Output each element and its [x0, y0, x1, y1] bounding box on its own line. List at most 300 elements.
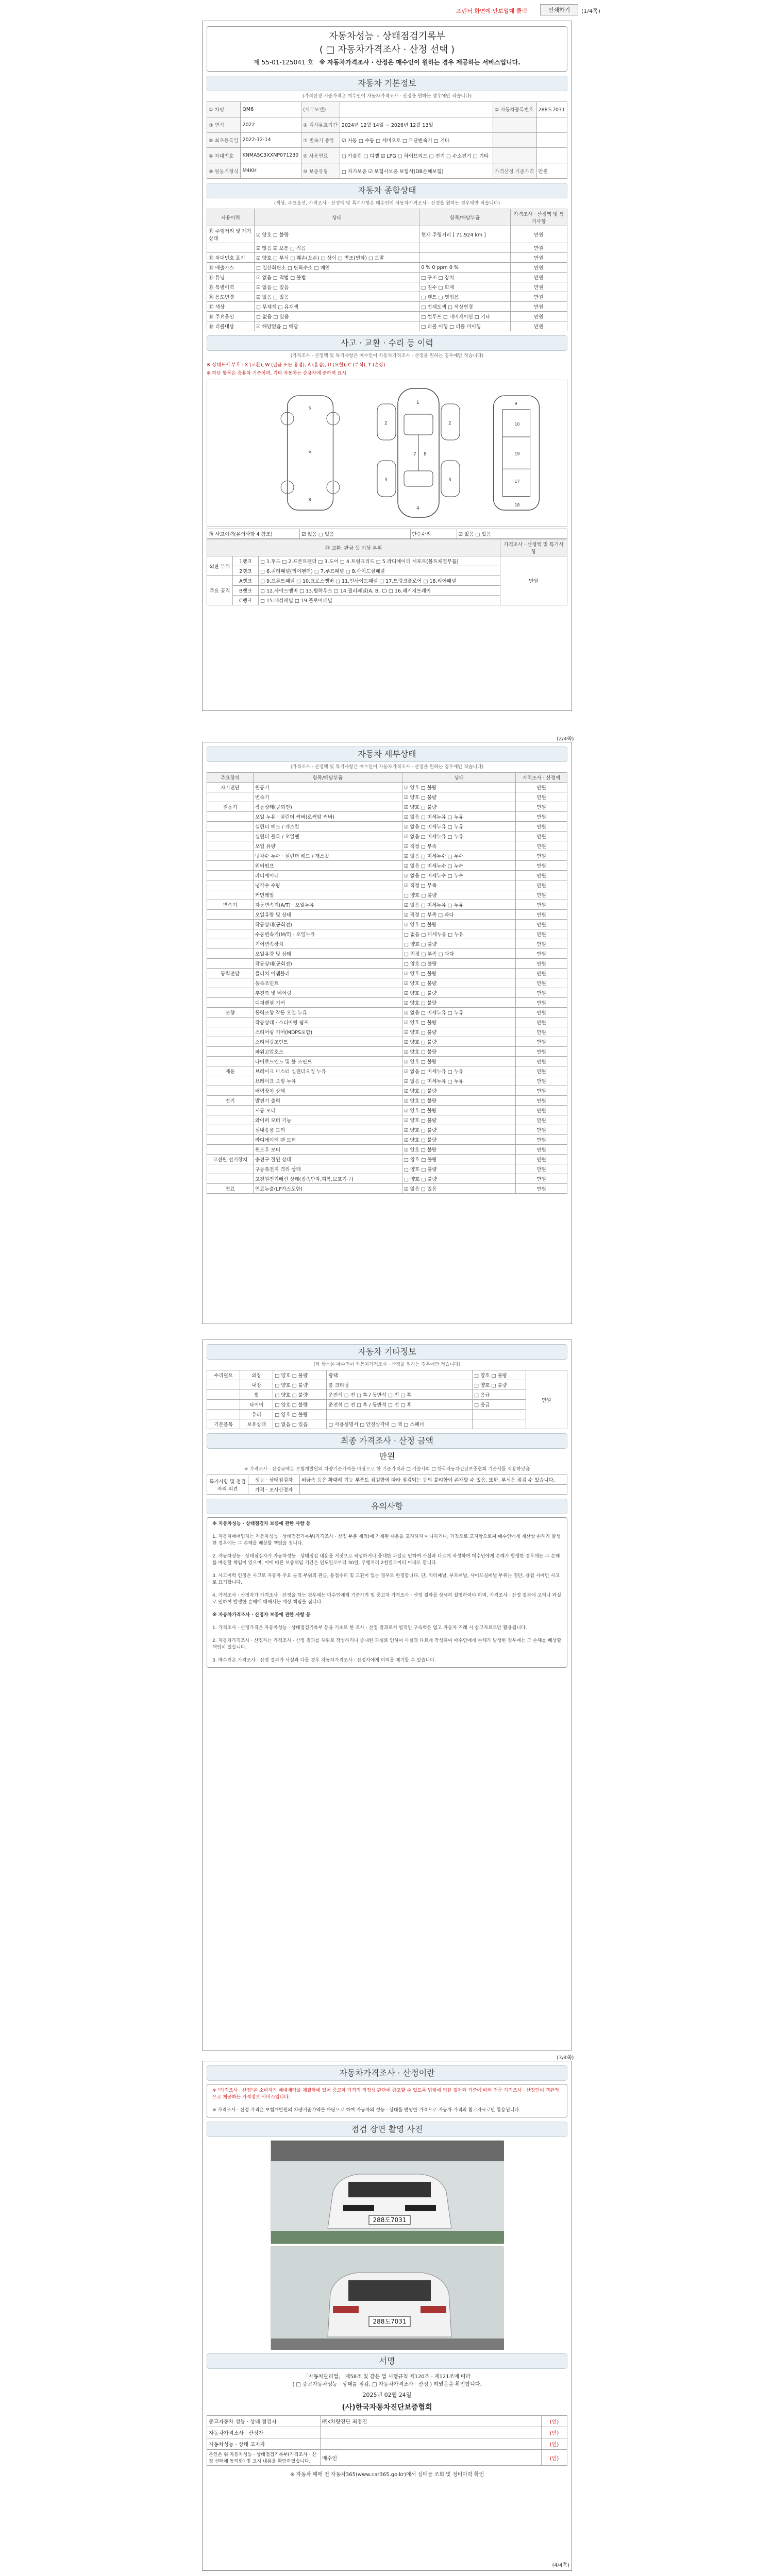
basic-cell-k3: [493, 132, 536, 148]
detail-row: [207, 871, 567, 880]
detail-cell-g: [207, 978, 254, 988]
detail-cell-s: ☑ 양호 □ 불량: [402, 1106, 516, 1115]
detail-cell-g: 동력전달: [207, 969, 254, 978]
detail-row: [207, 949, 567, 959]
page-subtitle: ( □ 자동차가격조사 · 산정 선택 ): [319, 44, 455, 55]
basic-cell-k2: ④ 검사유효기간: [301, 117, 340, 132]
other-row: [207, 1400, 567, 1410]
detail-cell-s: ☑ 없음 □ 미세누유 □ 누유: [402, 1076, 516, 1086]
section-other-note: (타 항목은 매수인이 자동차가격조사 · 산정을 원하는 경우에만 적습니다): [313, 1362, 461, 1367]
status-cell-p: 만원: [511, 302, 567, 312]
print-notice[interactable]: 프린터 화면에 안보일때 클릭: [456, 8, 528, 14]
sheet-page-2: [202, 742, 572, 1324]
detail-row: [207, 792, 567, 802]
detail-cell-i: 연료누출(LP가스포함): [254, 1184, 402, 1194]
detail-row: [207, 1174, 567, 1184]
other-cell-g: [207, 1380, 240, 1390]
status-row: [207, 292, 567, 302]
svg-text:8: 8: [424, 452, 427, 457]
detail-row: [207, 920, 567, 929]
sign-text-1: 「자동차관리법」 제58조 및 같은 법 시행규칙 제120조 · 제121조에 따라: [303, 2374, 471, 2380]
pricing-text-1: ※ "가격조사 · 산정"은 소비자가 매매계약을 체결함에 있어 중고차 가격의 적정성 판단에 참고할 수 있도록 법령에 의한 절차와 기준에 따라 전문 가격조사 · 산정인이 객관적으로 제공하는 가격정보 서비스입니다.: [212, 2088, 559, 2100]
other-cell-c: 운전석 □ 전 □ 후 / 동반석 □ 전 □ 후: [327, 1400, 473, 1410]
detail-cell-s: ☑ 없음 □ 미세누유 □ 누유: [402, 832, 516, 841]
svg-text:5: 5: [308, 405, 311, 411]
detail-cell-g: [207, 929, 254, 939]
detail-row: [207, 1086, 567, 1096]
detail-cell-s: □ 양호 □ 불량: [402, 939, 516, 949]
status-cell-p: 만원: [511, 263, 567, 273]
basic-cell-k1: ⑥ 차대번호: [207, 148, 241, 163]
other-cell-d: □ 응급: [473, 1400, 526, 1410]
detail-cell-g: [207, 1106, 254, 1115]
detail-row: [207, 822, 567, 832]
detail-row: [207, 939, 567, 949]
detail-cell-g: [207, 1164, 254, 1174]
detail-cell-p: 만원: [516, 1174, 567, 1184]
detail-cell-p: 만원: [516, 1164, 567, 1174]
caution-box: [207, 1517, 567, 1668]
sheet-page-3: [202, 1340, 572, 2050]
detail-cell-g: [207, 792, 254, 802]
detail-cell-i: 브레이크 마스터 실린더오일 누유: [254, 1066, 402, 1076]
status-cell-p: 만원: [511, 292, 567, 302]
detail-cell-p: 만원: [516, 900, 567, 910]
detail-cell-i: 실린더 헤드 / 개스킷: [254, 822, 402, 832]
detail-cell-i: 와이퍼 모터 기능: [254, 1115, 402, 1125]
sign-text-2: ( □ 중고자동차성능 · 상태를 점검, □ 자동차가격조사 · 산정 ) 하였음을 확인합니다.: [292, 2382, 482, 2387]
status-cell-v: [419, 253, 511, 263]
detail-cell-g: 연료: [207, 1184, 254, 1194]
detail-cell-s: ☑ 양호 □ 불량: [402, 1086, 516, 1096]
detail-cell-i: 냉각수 누수 · 실린더 헤드 / 개스킷: [254, 851, 402, 861]
section-final-title: 최종 가격조사 · 산정 금액: [207, 1433, 567, 1449]
section-caution-title: 유의사항: [207, 1499, 567, 1514]
top-bar: [0, 0, 773, 21]
other-cell-d: □ 양호 □ 불량: [473, 1380, 526, 1390]
detail-cell-g: 전기: [207, 1096, 254, 1106]
detail-cell-i: 작동상태(공회전): [254, 959, 402, 969]
detail-cell-p: 만원: [516, 851, 567, 861]
detail-cell-i: 라디에이터 팬 모터: [254, 1135, 402, 1145]
basic-cell-v1: M4KH: [241, 163, 301, 179]
status-cell-v: □ 침수 □ 화재: [419, 282, 511, 292]
detail-row: [207, 900, 567, 910]
detail-cell-s: ☑ 양호 □ 불량: [402, 988, 516, 998]
detail-cell-s: ☑ 양호 □ 불량: [402, 920, 516, 929]
sign-date: 2025년 02월 24일: [362, 2392, 412, 2398]
detail-cell-g: 자기진단: [207, 783, 254, 792]
detail-row: [207, 851, 567, 861]
detail-cell-g: [207, 1125, 254, 1135]
detail-cell-i: 작동상태(공회전): [254, 920, 402, 929]
detail-cell-p: 만원: [516, 1027, 567, 1037]
detail-cell-p: 만원: [516, 1096, 567, 1106]
car-rear-icon: [271, 2247, 504, 2350]
detail-row: [207, 1155, 567, 1164]
sheet-page-1: [202, 21, 572, 711]
detail-cell-i: 라디에이터: [254, 871, 402, 880]
detail-cell-g: [207, 812, 254, 822]
detail-cell-p: 만원: [516, 792, 567, 802]
detail-row: [207, 1184, 567, 1194]
status-row: [207, 302, 567, 312]
basic-row: [207, 117, 567, 132]
car-frame-icon: [475, 383, 558, 523]
detail-row: [207, 861, 567, 871]
front-plate: 288도7031: [373, 2216, 407, 2224]
status-cell-p: 만원: [511, 273, 567, 282]
section-accident-note: (가격조사 · 산정액 및 특기사항은 매수인이 자동차가격조사 · 산정을 원하는 경우에만 적습니다): [290, 353, 484, 359]
status-cell-s: ☑ 없음 □ 적법 □ 불법: [255, 273, 419, 282]
detail-row: [207, 1047, 567, 1057]
other-cell-a: 유리: [240, 1410, 273, 1419]
svg-text:17: 17: [514, 479, 520, 484]
detail-row: [207, 890, 567, 900]
detail-cell-g: [207, 949, 254, 959]
detail-cell-p: 만원: [516, 1057, 567, 1066]
caution-para-2: 2. 자동차성능 · 상태점검자가 자동차성능 · 상태점검 내용을 거짓으로 작성하거나 중대한 과실로 인하여 사실과 다르게 작성하여 매수인에게 손해가 발생한 경우에는 그 손해를 배상할 책임이 있으며, 이에 따른 보증책임 기간은 인도일로부터 30일, 주행거리 2천킬로미터 이내로 합니다.: [212, 1554, 560, 1566]
detail-cell-s: ☑ 없음 □ 미세누유 □ 누유: [402, 1066, 516, 1076]
detail-cell-p: 만원: [516, 1125, 567, 1135]
other-cell-d: [473, 1419, 526, 1429]
detail-row: [207, 998, 567, 1008]
basic-info-table: [207, 101, 567, 179]
other-cell-g: 수리필요: [207, 1370, 240, 1380]
svg-text:4: 4: [416, 506, 419, 511]
detail-cell-p: 만원: [516, 1018, 567, 1027]
section-photo-title: 점검 장면 촬영 사진: [207, 2122, 567, 2137]
detail-cell-i: 실린더 블록 / 오일팬: [254, 832, 402, 841]
detail-cell-s: ☑ 없음 □ 미세누유 □ 누유: [402, 900, 516, 910]
detail-cell-g: [207, 920, 254, 929]
svg-text:18: 18: [514, 503, 520, 508]
section-pricing-title: 자동차가격조사 · 산정이란: [207, 2065, 567, 2081]
final-table: 특기사항 및 점검자의 의견 성능 · 상태점검자 비금속 등은 확대해 기능 부품도 점검함에 따라 점검되는 등의 불리함이 존재할 수 있음. 또한, 부식은 점검 수 있습니다. 가격 · 조사산정자: [207, 1475, 567, 1495]
detail-cell-i: 원동기: [254, 783, 402, 792]
basic-cell-v3: 288도7031: [536, 102, 567, 117]
detail-cell-s: ☑ 양호 □ 불량: [402, 969, 516, 978]
status-cell-k: [207, 243, 255, 253]
doc-number: 55-01-125041: [261, 59, 306, 66]
basic-cell-v3: [536, 148, 567, 163]
detail-cell-p: 만원: [516, 1086, 567, 1096]
detail-cell-s: ☑ 없음 □ 미세누유 □ 누유: [402, 1008, 516, 1018]
detail-cell-g: [207, 1174, 254, 1184]
detail-cell-s: □ 없음 □ 미세누유 □ 누유: [402, 929, 516, 939]
detail-cell-i: 워터펌프: [254, 861, 402, 871]
status-cell-s: □ 무채색 □ 유채색: [255, 302, 419, 312]
other-info-table: [207, 1370, 567, 1429]
section-basic-note: (가격산정 기준가격은 매수인이 자동차가격조사 · 산정을 원하는 경우에만 적습니다): [302, 94, 472, 99]
basic-cell-v1: 2022: [241, 117, 301, 132]
car-damage-diagram: [207, 380, 567, 527]
detail-cell-p: 만원: [516, 1135, 567, 1145]
other-cell-g: [207, 1390, 240, 1400]
detail-cell-p: 만원: [516, 969, 567, 978]
detail-cell-s: ☑ 적정 □ 부족 □ 과다: [402, 910, 516, 920]
detail-cell-s: □ 양호 □ 불량: [402, 959, 516, 969]
basic-cell-k2: ⑧ 사용연료: [301, 148, 340, 163]
other-cell-b: □ 양호 □ 불량: [273, 1410, 327, 1419]
detail-row: [207, 1066, 567, 1076]
detail-row: [207, 1125, 567, 1135]
detail-cell-g: [207, 851, 254, 861]
detail-cell-g: [207, 861, 254, 871]
detail-row: [207, 832, 567, 841]
status-cell-s: □ 없음 □ 있음: [255, 312, 419, 321]
detail-row: [207, 1027, 567, 1037]
other-cell-a: 내장: [240, 1380, 273, 1390]
detail-cell-g: 원동기: [207, 802, 254, 812]
detail-cell-g: [207, 939, 254, 949]
status-cell-p: 만원: [511, 243, 567, 253]
detail-cell-g: [207, 832, 254, 841]
detail-row: [207, 1145, 567, 1155]
detail-row: [207, 783, 567, 792]
detail-cell-g: [207, 841, 254, 851]
detail-row: [207, 1008, 567, 1018]
status-cell-v: □ 구조 □ 장치: [419, 273, 511, 282]
basic-cell-v1: KNMA5C3XXNP071230: [241, 148, 301, 163]
basic-cell-v3: [536, 132, 567, 148]
basic-cell-k3: [493, 117, 536, 132]
basic-cell-v2: □ 자가보증 ☑ 보험사보증 보험사(DB손해보험): [340, 163, 493, 179]
detail-cell-p: 만원: [516, 832, 567, 841]
detail-cell-s: ☑ 양호 □ 불량: [402, 1145, 516, 1155]
detail-cell-i: 타이로드엔드 및 볼 조인트: [254, 1057, 402, 1066]
basic-row: [207, 132, 567, 148]
detail-cell-p: 만원: [516, 1066, 567, 1076]
detail-cell-p: 만원: [516, 978, 567, 988]
svg-text:2: 2: [448, 421, 451, 426]
detail-cell-g: 변속기: [207, 900, 254, 910]
detail-cell-p: 만원: [516, 939, 567, 949]
detail-cell-i: 실내송풍 모터: [254, 1125, 402, 1135]
status-cell-p: 만원: [511, 312, 567, 321]
other-cell-b: □ 양호 □ 불량: [273, 1370, 327, 1380]
detail-cell-s: ☑ 양호 □ 불량: [402, 783, 516, 792]
other-cell-c: 운전석 □ 전 □ 후 / 동반석 □ 전 □ 후: [327, 1390, 473, 1400]
svg-text:7: 7: [413, 452, 416, 457]
other-cell-d: □ 양호 □ 불량: [473, 1370, 526, 1380]
rear-plate: 288도7031: [373, 2318, 407, 2325]
other-row: [207, 1370, 567, 1380]
status-cell-v: □ 리콜 이행 □ 리콜 미이행: [419, 321, 511, 331]
status-cell-s: ☑ 많음 ☑ 보통 □ 적음: [255, 243, 419, 253]
other-cell-b: □ 없음 □ 있음: [273, 1419, 327, 1429]
detail-row: [207, 1135, 567, 1145]
detail-row: [207, 1076, 567, 1086]
caution-para-3: 3. 사고이력 인정은 사고로 자동차 주요 골격 부위의 판금, 용접수리 및 교환이 있는 경우로 한정합니다. 단, 쿼터패널, 루프패널, 사이드실패널 부위는 절단, 용접 시에만 사고로 표기합니다.: [212, 1573, 560, 1585]
status-cell-s: ☑ 양호 □ 불량: [255, 226, 419, 243]
other-cell-a: 외장: [240, 1370, 273, 1380]
basic-cell-v2: □ 가솔린 □ 디젤 ☑ LPG □ 하이브리드 □ 전기 □ 수소전기 □ 기타: [340, 148, 493, 163]
detail-cell-g: 고전원 전기장치: [207, 1155, 254, 1164]
svg-text:10: 10: [514, 421, 520, 427]
status-row: [207, 312, 567, 321]
detail-cell-p: 만원: [516, 1115, 567, 1125]
status-cell-v: □ 썬루프 □ 네비게이션 □ 기타: [419, 312, 511, 321]
detail-cell-p: 만원: [516, 1155, 567, 1164]
basic-cell-v1: 2022-12-14: [241, 132, 301, 148]
detail-row: [207, 929, 567, 939]
detail-cell-i: 배력장치 상태: [254, 1086, 402, 1096]
section-detail-title: 자동차 세부상태: [207, 747, 567, 762]
car-front-icon: [271, 2141, 504, 2244]
detail-cell-g: 조향: [207, 1008, 254, 1018]
detail-cell-s: □ 양호 □ 불량: [402, 1155, 516, 1164]
detail-cell-g: [207, 890, 254, 900]
page-number-4: (3/4쪽): [557, 2055, 574, 2061]
basic-row: [207, 163, 567, 179]
status-cell-v: 현재 주행거리 [ 71,924 km ]: [419, 226, 511, 243]
basic-cell-v3: [536, 117, 567, 132]
detail-table: 주요장치 항목/해당부품 상태 가격조사 · 산정액 자기진단 원동기 ☑ 양호 □ 불량 만원 변속기 ☑ 양호 □ 불량 만원 원동기 작동상태(공회전) ☑ 양호 □ 불량 만원 오일 누유 · 실린더 커버(로커암 커버) ☑ 없음 □ 미세누유 □ 누유 만원 실린더 헤드 / 개스킷 ☑ 없음 □ 미세누유 □ 누유 만원 실린더 블록 / 오일팬 ☑ 없음 □ 미세누유 □ 누유 만원 오일 유량 ☑ 적정 □ 부족 만원 냉각수 누수 · 실린더 헤드 / 개스킷 ☑ 없음 □ 미세누수 □ 누수 만원 워터펌프 ☑ 없음 □ 미세누수 □ 누수 만원 라디에이터 ☑ 없음 □ 미세누수 □ 누수 만원 냉각수 수량 ☑ 적정 □ 부족 만원 커먼레일 □ 양호 □ 불량 만원 변속기 자동변속기(A/T) · 오일누유 ☑ 없음 □ 미세누유 □ 누유 만원 오일유량 및 상태 ☑ 적정 □ 부족 □ 과다 만원 작동상태(공회전) ☑ 양호 □ 불량 만원 수동변속기(M/T) · 오일누유 □ 없음 □ 미세누유 □ 누유 만원 기어변속장치 □ 양호 □ 불량 만원 오일유량 및 상태 □ 적정 □ 부족 □ 과다 만원 작동상태(공회전) □ 양호 □ 불량 만원 동력전달 클러치 어셈블리 ☑ 양호 □ 불량 만원 등속조인트 ☑ 양호 □ 불량 만원 추진축 및 베어링 ☑ 양호 □ 불량 만원 디퍼렌셜 기어 ☑ 양호 □ 불량 만원 조향 동력조향 작동 오일 누유 ☑ 없음 □ 미세누유 □ 누유 만원 작동상태 · 스티어링 펌프 ☑ 양호 □ 불량 만원 스티어링 기어(MDPS포함) ☑ 양호 □ 불량 만원 스티어링조인트 ☑ 양호 □ 불량 만원 파워고압호스 ☑ 양호 □ 불량 만원 타이로드엔드 및 볼 조인트 ☑ 양호 □ 불량 만원 제동 브레이크 마스터 실린더오일 누유 ☑ 없음 □ 미세누유 □ 누유 만원 브레이크 오일 누유 ☑ 없음 □ 미세누유 □ 누유 만원 배력장치 상태 ☑ 양호 □ 불량 만원 전기 발전기 출력 ☑ 양호 □ 불량 만원 시동 모터 ☑ 양호 □ 불량 만원 와이퍼 모터 기능 ☑ 양호 □ 불량 만원 실내송풍 모터 ☑ 양호 □ 불량 만원 라디에이터 팬 모터 ☑ 양호 □ 불량 만원 윈도우 모터 ☑ 양호 □ 불량 만원 고전원 전기장치 충전구 절연 상태 □ 양호 □ 불량 만원 구동축전지 격리 상태 □ 양호 □ 불량 만원 고전원전기배선 상태(접속단자,피복,보호기구) □ 양호 □ 불량 만원 연료 연료누출(LP가스포함) ☑ 없음 □ 있음 만원: [207, 772, 567, 1194]
detail-cell-i: 파워고압호스: [254, 1047, 402, 1057]
detail-cell-p: 만원: [516, 841, 567, 851]
detail-cell-g: [207, 1047, 254, 1057]
section-sign-title: 서명: [207, 2353, 567, 2369]
status-row: [207, 253, 567, 263]
detail-cell-p: 만원: [516, 1106, 567, 1115]
svg-text:3: 3: [384, 478, 388, 483]
detail-cell-p: 만원: [516, 910, 567, 920]
detail-cell-i: 변속기: [254, 792, 402, 802]
other-cell-c: 광택: [327, 1370, 473, 1380]
other-cell-c: 룸 크리닝: [327, 1380, 473, 1390]
basic-cell-k2: (세부모델): [301, 102, 340, 117]
status-cell-k: ⑰ 색상: [207, 302, 255, 312]
detail-cell-g: [207, 1086, 254, 1096]
status-cell-v: □ 렌트 □ 영업용: [419, 292, 511, 302]
detail-row: [207, 969, 567, 978]
detail-row: [207, 812, 567, 822]
detail-cell-i: 냉각수 수량: [254, 880, 402, 890]
caution-para-6: 2. 자동차가격조사 · 산정자는 가격조사 · 산정 결과를 허위로 작성하거나 중대한 과실로 인하여 사실과 다르게 작성하여 매수인에게 손해가 발생한 경우에는 그 손해를 배상할 책임이 있습니다.: [212, 1638, 562, 1650]
other-cell-c: [327, 1410, 473, 1419]
detail-cell-s: ☑ 양호 □ 불량: [402, 1125, 516, 1135]
detail-cell-g: [207, 1135, 254, 1145]
detail-row: [207, 802, 567, 812]
caution-para-7: 3. 매수인은 가격조사 · 산정 결과가 사실과 다를 경우 자동차가격조사 · 산정자에게 이의를 제기할 수 있습니다.: [212, 1658, 436, 1663]
detail-cell-p: 만원: [516, 1008, 567, 1018]
detail-cell-p: 만원: [516, 988, 567, 998]
detail-cell-g: [207, 1037, 254, 1047]
status-row: [207, 282, 567, 292]
basic-cell-v3: 만원: [536, 163, 567, 179]
basic-cell-k1: ⑨ 원동기형식: [207, 163, 241, 179]
detail-cell-s: □ 양호 □ 불량: [402, 890, 516, 900]
detail-row: [207, 1096, 567, 1106]
detail-cell-i: 발전기 출력: [254, 1096, 402, 1106]
detail-cell-g: [207, 1115, 254, 1125]
status-cell-v: 0 % 0 ppm 0 %: [419, 263, 511, 273]
detail-cell-s: ☑ 적정 □ 부족: [402, 880, 516, 890]
page-count: (1/4쪽): [581, 8, 600, 14]
detail-cell-s: ☑ 양호 □ 불량: [402, 1096, 516, 1106]
detail-row: [207, 1106, 567, 1115]
detail-cell-p: 만원: [516, 802, 567, 812]
detail-cell-s: ☑ 양호 □ 불량: [402, 1135, 516, 1145]
detail-cell-s: ☑ 적정 □ 부족: [402, 841, 516, 851]
detail-row: [207, 1057, 567, 1066]
status-row: [207, 263, 567, 273]
basic-row: [207, 102, 567, 117]
car-side-icon: [269, 383, 351, 523]
detail-cell-i: 오일유량 및 상태: [254, 910, 402, 920]
other-row: [207, 1419, 567, 1429]
detail-cell-i: 브레이크 오일 누유: [254, 1076, 402, 1086]
other-cell-c: □ 사용설명서 □ 안전삼각대 □ 잭 □ 스패너: [327, 1419, 473, 1429]
print-button[interactable]: 인쇄하기: [540, 4, 578, 15]
detail-cell-i: 윈도우 모터: [254, 1145, 402, 1155]
detail-cell-p: 만원: [516, 783, 567, 792]
basic-cell-k1: ① 차명: [207, 102, 241, 117]
accident-legend-2: ※ 하단 항목은 승용차 기준이며, 기타 자동차는 승용차에 준하여 표시: [207, 371, 346, 376]
detail-cell-i: 오일 유량: [254, 841, 402, 851]
status-cell-k: ⑭ 튜닝: [207, 273, 255, 282]
status-row: [207, 243, 567, 253]
svg-text:9: 9: [514, 401, 517, 406]
svg-text:1: 1: [416, 400, 419, 405]
basic-cell-k2: ⑩ 보증유형: [301, 163, 340, 179]
other-cell-b: □ 양호 □ 불량: [273, 1380, 327, 1390]
detail-cell-g: 제동: [207, 1066, 254, 1076]
detail-cell-s: □ 양호 □ 불량: [402, 1174, 516, 1184]
detail-cell-p: 만원: [516, 812, 567, 822]
status-cell-k: ⑯ 용도변경: [207, 292, 255, 302]
detail-cell-s: ☑ 없음 □ 미세누수 □ 누수: [402, 851, 516, 861]
detail-cell-s: ☑ 양호 □ 불량: [402, 1115, 516, 1125]
status-cell-s: ☑ 해당없음 □ 해당: [255, 321, 419, 331]
front-photo: [271, 2140, 503, 2243]
detail-cell-p: 만원: [516, 822, 567, 832]
status-cell-s: □ 일산화탄소 □ 탄화수소 □ 매연: [255, 263, 419, 273]
detail-cell-s: ☑ 양호 □ 불량: [402, 1037, 516, 1047]
status-cell-k: ⑫ 차대번호 표기: [207, 253, 255, 263]
detail-row: [207, 910, 567, 920]
basic-cell-k1: ⑤ 최초등록일: [207, 132, 241, 148]
other-row: [207, 1410, 567, 1419]
detail-cell-p: 만원: [516, 929, 567, 939]
svg-text:6: 6: [308, 449, 311, 454]
detail-cell-g: [207, 1018, 254, 1027]
other-cell-a: 휠: [240, 1390, 273, 1400]
status-cell-p: 만원: [511, 226, 567, 243]
detail-cell-i: 오일 누유 · 실린더 커버(로커암 커버): [254, 812, 402, 822]
section-status-note: (색상, 주요옵션, 가격조사 · 산정액 및 특기사항은 매수인이 자동차가격조사 · 산정을 원하는 경우에만 적습니다): [274, 201, 500, 206]
detail-cell-g: [207, 822, 254, 832]
title-box: [207, 26, 567, 72]
other-cell-d: □ 응급: [473, 1390, 526, 1400]
final-note: ※ 가격조사 · 산정금액은 보험개발원의 차량기준가액을 바탕으로 한 기준가격과 □ 기술사회 □ 한국자동차진단보증협회 기준서를 적용하였음: [244, 1467, 530, 1472]
detail-cell-s: ☑ 없음 □ 있음: [402, 1184, 516, 1194]
detail-cell-g: [207, 959, 254, 969]
detail-cell-s: ☑ 양호 □ 불량: [402, 1047, 516, 1057]
section-other-title: 자동차 기타정보: [207, 1344, 567, 1360]
detail-cell-i: 고전원전기배선 상태(접속단자,피복,보호기구): [254, 1174, 402, 1184]
detail-cell-g: [207, 910, 254, 920]
detail-cell-i: 추진축 및 베어링: [254, 988, 402, 998]
detail-cell-g: [207, 1027, 254, 1037]
other-cell-g: [207, 1400, 240, 1410]
other-row: [207, 1390, 567, 1400]
detail-cell-p: 만원: [516, 920, 567, 929]
detail-row: [207, 988, 567, 998]
other-cell-d: [473, 1410, 526, 1419]
sign-org: (사)한국자동차진단보증협회: [342, 2403, 432, 2412]
